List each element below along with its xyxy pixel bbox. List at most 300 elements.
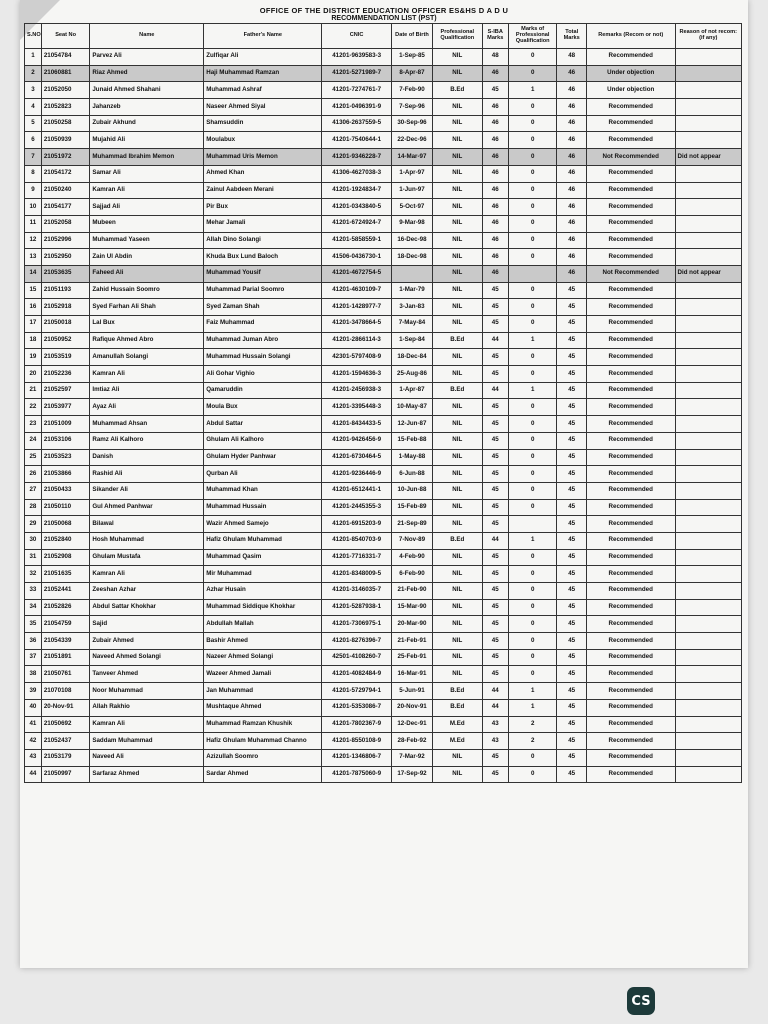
cell-seat: 21051193 — [41, 282, 90, 299]
cell-total-marks: 46 — [557, 249, 587, 266]
cell-reason — [675, 299, 742, 316]
cell-qualification: NIL — [433, 182, 483, 199]
cell-total-marks: 45 — [557, 716, 587, 733]
cell-siba-marks: 45 — [482, 499, 508, 516]
cell-qualification: NIL — [433, 482, 483, 499]
cell-seat: 21050692 — [41, 716, 90, 733]
cell-name: Faheed Ali — [90, 265, 204, 282]
table-row — [25, 149, 742, 166]
cell-siba-marks: 44 — [482, 382, 508, 399]
cell-seat: 21054759 — [41, 616, 90, 633]
cell-qualification: B.Ed — [433, 699, 483, 716]
cell-cnic: 41201-7716331-7 — [322, 549, 392, 566]
cell-dob: 30-Sep-96 — [391, 115, 432, 132]
cell-name: Bilawal — [90, 516, 204, 533]
cell-sno: 4 — [25, 99, 42, 116]
cell-father-name: Muhammad Uris Memon — [204, 149, 322, 166]
cell-pq-marks: 0 — [508, 599, 557, 616]
cell-remarks: Recommended — [586, 366, 675, 383]
cell-pq-marks: 0 — [508, 466, 557, 483]
cell-pq-marks: 0 — [508, 666, 557, 683]
cell-dob: 1-Apr-97 — [391, 165, 432, 182]
cell-seat: 21050433 — [41, 482, 90, 499]
cell-remarks: Recommended — [586, 683, 675, 700]
cell-name: Zahid Hussain Soomro — [90, 282, 204, 299]
cell-remarks: Recommended — [586, 499, 675, 516]
cell-cnic: 41201-6512441-1 — [322, 482, 392, 499]
cell-remarks: Recommended — [586, 182, 675, 199]
cell-father-name: Hafiz Ghulam Muhammad Channo — [204, 733, 322, 750]
table-row — [25, 549, 742, 566]
cell-father-name: Allah Dino Solangi — [204, 232, 322, 249]
cell-reason — [675, 316, 742, 333]
cell-dob: 7-Feb-90 — [391, 82, 432, 99]
cell-name: Naveed Ali — [90, 749, 204, 766]
cell-qualification: NIL — [433, 649, 483, 666]
cell-sno: 20 — [25, 366, 42, 383]
cell-dob: 16-Dec-98 — [391, 232, 432, 249]
cell-cnic: 41506-0436730-1 — [322, 249, 392, 266]
cell-total-marks: 45 — [557, 466, 587, 483]
cell-cnic: 41201-9426456-9 — [322, 432, 392, 449]
cell-reason — [675, 82, 742, 99]
cell-remarks: Recommended — [586, 215, 675, 232]
cell-dob: 25-Feb-91 — [391, 649, 432, 666]
cell-siba-marks: 43 — [482, 733, 508, 750]
cell-dob: 9-Mar-98 — [391, 215, 432, 232]
cell-name: Parvez Ali — [90, 49, 204, 66]
cell-cnic: 41201-5729794-1 — [322, 683, 392, 700]
cell-father-name: Wazeer Ahmed Jamali — [204, 666, 322, 683]
cell-total-marks: 45 — [557, 699, 587, 716]
cell-father-name: Wazir Ahmed Samejo — [204, 516, 322, 533]
cell-pq-marks: 0 — [508, 399, 557, 416]
cell-siba-marks: 44 — [482, 332, 508, 349]
cell-pq-marks: 0 — [508, 416, 557, 433]
cell-name: Mubeen — [90, 215, 204, 232]
cell-cnic: 41201-3395448-3 — [322, 399, 392, 416]
cell-siba-marks: 45 — [482, 566, 508, 583]
cell-qualification: M.Ed — [433, 716, 483, 733]
cell-father-name: Azizullah Soomro — [204, 749, 322, 766]
cell-remarks: Under objection — [586, 65, 675, 82]
cell-siba-marks: 45 — [482, 316, 508, 333]
cell-qualification: NIL — [433, 65, 483, 82]
cell-pq-marks: 0 — [508, 182, 557, 199]
table-row — [25, 499, 742, 516]
cell-sno: 43 — [25, 749, 42, 766]
cell-sno: 14 — [25, 265, 42, 282]
cell-name: Hosh Muhammad — [90, 532, 204, 549]
cell-qualification: NIL — [433, 466, 483, 483]
cell-siba-marks: 48 — [482, 49, 508, 66]
cell-cnic: 41201-4630109-7 — [322, 282, 392, 299]
cell-reason — [675, 599, 742, 616]
cell-father-name: Muhammad Yousif — [204, 265, 322, 282]
cell-pq-marks: 0 — [508, 583, 557, 600]
cell-sno: 9 — [25, 182, 42, 199]
cell-father-name: Muhammad Hussain Solangi — [204, 349, 322, 366]
cell-dob: 22-Dec-96 — [391, 132, 432, 149]
cell-reason — [675, 666, 742, 683]
cell-remarks: Recommended — [586, 466, 675, 483]
table-row — [25, 699, 742, 716]
cell-name: Muhammad Ahsan — [90, 416, 204, 433]
col-header: S.NO — [25, 24, 42, 49]
cell-name: Sikander Ali — [90, 482, 204, 499]
cell-qualification: NIL — [433, 199, 483, 216]
table-row — [25, 132, 742, 149]
cell-remarks: Recommended — [586, 549, 675, 566]
cell-father-name: Ali Gohar Vighio — [204, 366, 322, 383]
cell-seat: 21051891 — [41, 649, 90, 666]
cell-sno: 34 — [25, 599, 42, 616]
cell-qualification: NIL — [433, 499, 483, 516]
table-row — [25, 399, 742, 416]
cell-father-name: Hafiz Ghulam Muhammad — [204, 532, 322, 549]
table-row — [25, 249, 742, 266]
cell-pq-marks — [508, 516, 557, 533]
cell-remarks: Recommended — [586, 249, 675, 266]
cell-seat: 21053866 — [41, 466, 90, 483]
cell-sno: 17 — [25, 316, 42, 333]
table-row — [25, 382, 742, 399]
cell-pq-marks: 0 — [508, 115, 557, 132]
cell-seat: 21052441 — [41, 583, 90, 600]
cell-dob: 21-Feb-90 — [391, 583, 432, 600]
cell-qualification: NIL — [433, 449, 483, 466]
cell-dob: 7-Nov-89 — [391, 532, 432, 549]
cell-name: Rafique Ahmed Abro — [90, 332, 204, 349]
cell-cnic: 41201-8540703-9 — [322, 532, 392, 549]
table-row — [25, 366, 742, 383]
cell-pq-marks: 0 — [508, 482, 557, 499]
cell-pq-marks: 0 — [508, 766, 557, 783]
col-header: Professional Qualification — [433, 24, 483, 49]
cell-qualification: B.Ed — [433, 683, 483, 700]
cell-sno: 23 — [25, 416, 42, 433]
table-row — [25, 82, 742, 99]
cell-total-marks: 46 — [557, 115, 587, 132]
cell-total-marks: 45 — [557, 749, 587, 766]
cell-dob: 5-Jun-91 — [391, 683, 432, 700]
cell-cnic: 41201-3146035-7 — [322, 583, 392, 600]
cell-reason — [675, 749, 742, 766]
table-row — [25, 265, 742, 282]
cell-pq-marks: 0 — [508, 449, 557, 466]
cell-dob: 1-Sep-85 — [391, 49, 432, 66]
cell-qualification: NIL — [433, 616, 483, 633]
cell-siba-marks: 45 — [482, 549, 508, 566]
cell-total-marks: 46 — [557, 165, 587, 182]
cell-cnic: 41201-5287938-1 — [322, 599, 392, 616]
cell-dob — [391, 265, 432, 282]
cell-cnic: 42501-4108260-7 — [322, 649, 392, 666]
cell-cnic: 41201-2456938-3 — [322, 382, 392, 399]
cell-remarks: Not Recommended — [586, 149, 675, 166]
cell-cnic: 41201-6730464-5 — [322, 449, 392, 466]
table-row — [25, 215, 742, 232]
cell-father-name: Mir Muhammad — [204, 566, 322, 583]
cell-cnic: 41201-7306975-1 — [322, 616, 392, 633]
cell-pq-marks: 0 — [508, 633, 557, 650]
cell-siba-marks: 46 — [482, 115, 508, 132]
cell-father-name: Naseer Ahmed Siyal — [204, 99, 322, 116]
cell-dob: 1-May-88 — [391, 449, 432, 466]
cell-remarks: Recommended — [586, 382, 675, 399]
cell-reason — [675, 716, 742, 733]
cell-pq-marks: 0 — [508, 366, 557, 383]
cell-reason — [675, 649, 742, 666]
document-title: OFFICE OF THE DISTRICT EDUCATION OFFICER ES&HS D A D U — [259, 6, 509, 15]
cell-total-marks: 46 — [557, 149, 587, 166]
cell-pq-marks: 0 — [508, 132, 557, 149]
cell-pq-marks: 1 — [508, 332, 557, 349]
cell-seat: 21054339 — [41, 633, 90, 650]
cell-cnic: 41201-1594636-3 — [322, 366, 392, 383]
cell-qualification: NIL — [433, 749, 483, 766]
cell-name: Amanullah Solangi — [90, 349, 204, 366]
cell-reason — [675, 482, 742, 499]
cell-sno: 15 — [25, 282, 42, 299]
cell-total-marks: 45 — [557, 566, 587, 583]
cell-reason — [675, 516, 742, 533]
cell-reason — [675, 699, 742, 716]
cell-qualification: NIL — [433, 399, 483, 416]
cell-sno: 44 — [25, 766, 42, 783]
cell-name: Mujahid Ali — [90, 132, 204, 149]
cell-seat: 21052597 — [41, 382, 90, 399]
cell-father-name: Muhammad Ramzan Khushik — [204, 716, 322, 733]
cell-reason — [675, 633, 742, 650]
cell-total-marks: 45 — [557, 332, 587, 349]
cell-sno: 31 — [25, 549, 42, 566]
cell-total-marks: 45 — [557, 382, 587, 399]
table-row — [25, 199, 742, 216]
cell-reason: Did not appear — [675, 149, 742, 166]
cell-dob: 17-Sep-92 — [391, 766, 432, 783]
cell-remarks: Recommended — [586, 633, 675, 650]
cell-name: Zain Ul Abdin — [90, 249, 204, 266]
col-header: S-IBA Marks — [482, 24, 508, 49]
cell-father-name: Moulabux — [204, 132, 322, 149]
cell-cnic: 41201-4082484-9 — [322, 666, 392, 683]
table-row — [25, 683, 742, 700]
cell-qualification: NIL — [433, 366, 483, 383]
cell-remarks: Recommended — [586, 666, 675, 683]
cell-qualification: NIL — [433, 549, 483, 566]
table-row — [25, 583, 742, 600]
cell-siba-marks: 45 — [482, 516, 508, 533]
table-row — [25, 633, 742, 650]
cell-qualification: NIL — [433, 316, 483, 333]
cell-reason — [675, 232, 742, 249]
cell-seat: 21052437 — [41, 733, 90, 750]
cell-name: Naveed Ahmed Solangi — [90, 649, 204, 666]
cell-remarks: Recommended — [586, 583, 675, 600]
col-header: Reason of not recom: (if any) — [675, 24, 742, 49]
cell-reason — [675, 132, 742, 149]
cell-total-marks: 45 — [557, 549, 587, 566]
cell-cnic: 41201-5353086-7 — [322, 699, 392, 716]
cell-seat: 21050939 — [41, 132, 90, 149]
cell-sno: 24 — [25, 432, 42, 449]
cell-seat: 21050240 — [41, 182, 90, 199]
cell-qualification: B.Ed — [433, 332, 483, 349]
cell-siba-marks: 45 — [482, 633, 508, 650]
cell-dob: 5-Oct-97 — [391, 199, 432, 216]
cell-seat: 21052050 — [41, 82, 90, 99]
cell-sno: 32 — [25, 566, 42, 583]
table-row — [25, 349, 742, 366]
cell-pq-marks: 0 — [508, 549, 557, 566]
cell-qualification: NIL — [433, 633, 483, 650]
cell-reason — [675, 466, 742, 483]
cell-pq-marks: 0 — [508, 99, 557, 116]
cell-siba-marks: 43 — [482, 716, 508, 733]
cell-cnic: 42301-5797408-9 — [322, 349, 392, 366]
cell-remarks: Recommended — [586, 99, 675, 116]
cell-total-marks: 45 — [557, 366, 587, 383]
cell-seat: 21052950 — [41, 249, 90, 266]
cell-qualification: NIL — [433, 566, 483, 583]
cell-qualification: NIL — [433, 432, 483, 449]
cell-father-name: Muhammad Siddique Khokhar — [204, 599, 322, 616]
cell-name: Junaid Ahmed Shahani — [90, 82, 204, 99]
cell-reason — [675, 99, 742, 116]
cell-pq-marks: 0 — [508, 165, 557, 182]
cell-reason — [675, 115, 742, 132]
cell-siba-marks: 44 — [482, 699, 508, 716]
table-row — [25, 49, 742, 66]
cell-total-marks: 45 — [557, 683, 587, 700]
cell-name: Samar Ali — [90, 165, 204, 182]
cell-sno: 29 — [25, 516, 42, 533]
cell-cnic: 41201-8434433-5 — [322, 416, 392, 433]
cell-dob: 15-Mar-90 — [391, 599, 432, 616]
cell-sno: 26 — [25, 466, 42, 483]
cell-cnic: 41201-8550108-9 — [322, 733, 392, 750]
cell-dob: 25-Aug-86 — [391, 366, 432, 383]
cell-remarks: Recommended — [586, 432, 675, 449]
cell-total-marks: 45 — [557, 299, 587, 316]
cell-pq-marks: 0 — [508, 432, 557, 449]
cell-pq-marks: 1 — [508, 699, 557, 716]
cell-total-marks: 45 — [557, 482, 587, 499]
cell-name: Abdul Sattar Khokhar — [90, 599, 204, 616]
cell-sno: 27 — [25, 482, 42, 499]
cell-dob: 7-May-84 — [391, 316, 432, 333]
cell-total-marks: 45 — [557, 633, 587, 650]
table-row — [25, 449, 742, 466]
table-row — [25, 766, 742, 783]
cell-father-name: Muhammad Juman Abro — [204, 332, 322, 349]
cell-sno: 7 — [25, 149, 42, 166]
table-row — [25, 165, 742, 182]
cell-father-name: Muhammad Parial Soomro — [204, 282, 322, 299]
cell-total-marks: 46 — [557, 182, 587, 199]
cell-name: Sajid — [90, 616, 204, 633]
cell-dob: 28-Feb-92 — [391, 733, 432, 750]
cell-total-marks: 45 — [557, 316, 587, 333]
cell-seat: 21052236 — [41, 366, 90, 383]
table-row — [25, 282, 742, 299]
cell-pq-marks: 0 — [508, 149, 557, 166]
cell-sno: 25 — [25, 449, 42, 466]
cell-reason — [675, 532, 742, 549]
cell-seat: 21050952 — [41, 332, 90, 349]
cell-qualification: NIL — [433, 583, 483, 600]
table-header-row — [25, 24, 742, 49]
cell-reason — [675, 549, 742, 566]
cell-siba-marks: 46 — [482, 65, 508, 82]
cell-pq-marks: 0 — [508, 349, 557, 366]
cell-total-marks: 45 — [557, 583, 587, 600]
cell-dob: 1-Apr-87 — [391, 382, 432, 399]
cell-father-name: Muhammad Qasim — [204, 549, 322, 566]
cell-total-marks: 45 — [557, 432, 587, 449]
cell-reason — [675, 199, 742, 216]
cell-sno: 5 — [25, 115, 42, 132]
cell-dob: 3-Jan-83 — [391, 299, 432, 316]
cell-remarks: Recommended — [586, 649, 675, 666]
cell-sno: 2 — [25, 65, 42, 82]
cell-total-marks: 45 — [557, 349, 587, 366]
cell-name: Riaz Ahmed — [90, 65, 204, 82]
cell-siba-marks: 46 — [482, 249, 508, 266]
cell-dob: 6-Feb-90 — [391, 566, 432, 583]
cell-sno: 35 — [25, 616, 42, 633]
cell-total-marks: 45 — [557, 399, 587, 416]
cell-name: Sajjad Ali — [90, 199, 204, 216]
cell-sno: 37 — [25, 649, 42, 666]
cell-cnic: 41201-0496391-9 — [322, 99, 392, 116]
cell-dob: 12-Jun-87 — [391, 416, 432, 433]
cell-seat: 20-Nov-91 — [41, 699, 90, 716]
table-row — [25, 115, 742, 132]
col-header: Name — [90, 24, 204, 49]
cell-father-name: Qurban Ali — [204, 466, 322, 483]
cell-sno: 22 — [25, 399, 42, 416]
cell-father-name: Muhammad Ashraf — [204, 82, 322, 99]
cell-total-marks: 46 — [557, 65, 587, 82]
cell-remarks: Recommended — [586, 282, 675, 299]
cell-sno: 19 — [25, 349, 42, 366]
cell-qualification: NIL — [433, 215, 483, 232]
cell-remarks: Recommended — [586, 115, 675, 132]
cell-seat: 21052058 — [41, 215, 90, 232]
cell-siba-marks: 45 — [482, 366, 508, 383]
cell-dob: 12-Dec-91 — [391, 716, 432, 733]
cell-reason — [675, 449, 742, 466]
cell-qualification: NIL — [433, 282, 483, 299]
cell-seat: 21053977 — [41, 399, 90, 416]
cell-name: Ghulam Mustafa — [90, 549, 204, 566]
table-row — [25, 432, 742, 449]
cell-name: Kamran Ali — [90, 366, 204, 383]
cell-cnic: 41201-6915203-9 — [322, 516, 392, 533]
cell-seat: 21050761 — [41, 666, 90, 683]
cell-name: Tanveer Ahmed — [90, 666, 204, 683]
cell-father-name: Sardar Ahmed — [204, 766, 322, 783]
cell-dob: 16-Mar-91 — [391, 666, 432, 683]
cell-name: Gul Ahmed Panhwar — [90, 499, 204, 516]
cell-qualification: NIL — [433, 149, 483, 166]
cell-reason — [675, 499, 742, 516]
table-row — [25, 716, 742, 733]
cell-cnic: 41201-2445355-3 — [322, 499, 392, 516]
cell-seat: 21070108 — [41, 683, 90, 700]
